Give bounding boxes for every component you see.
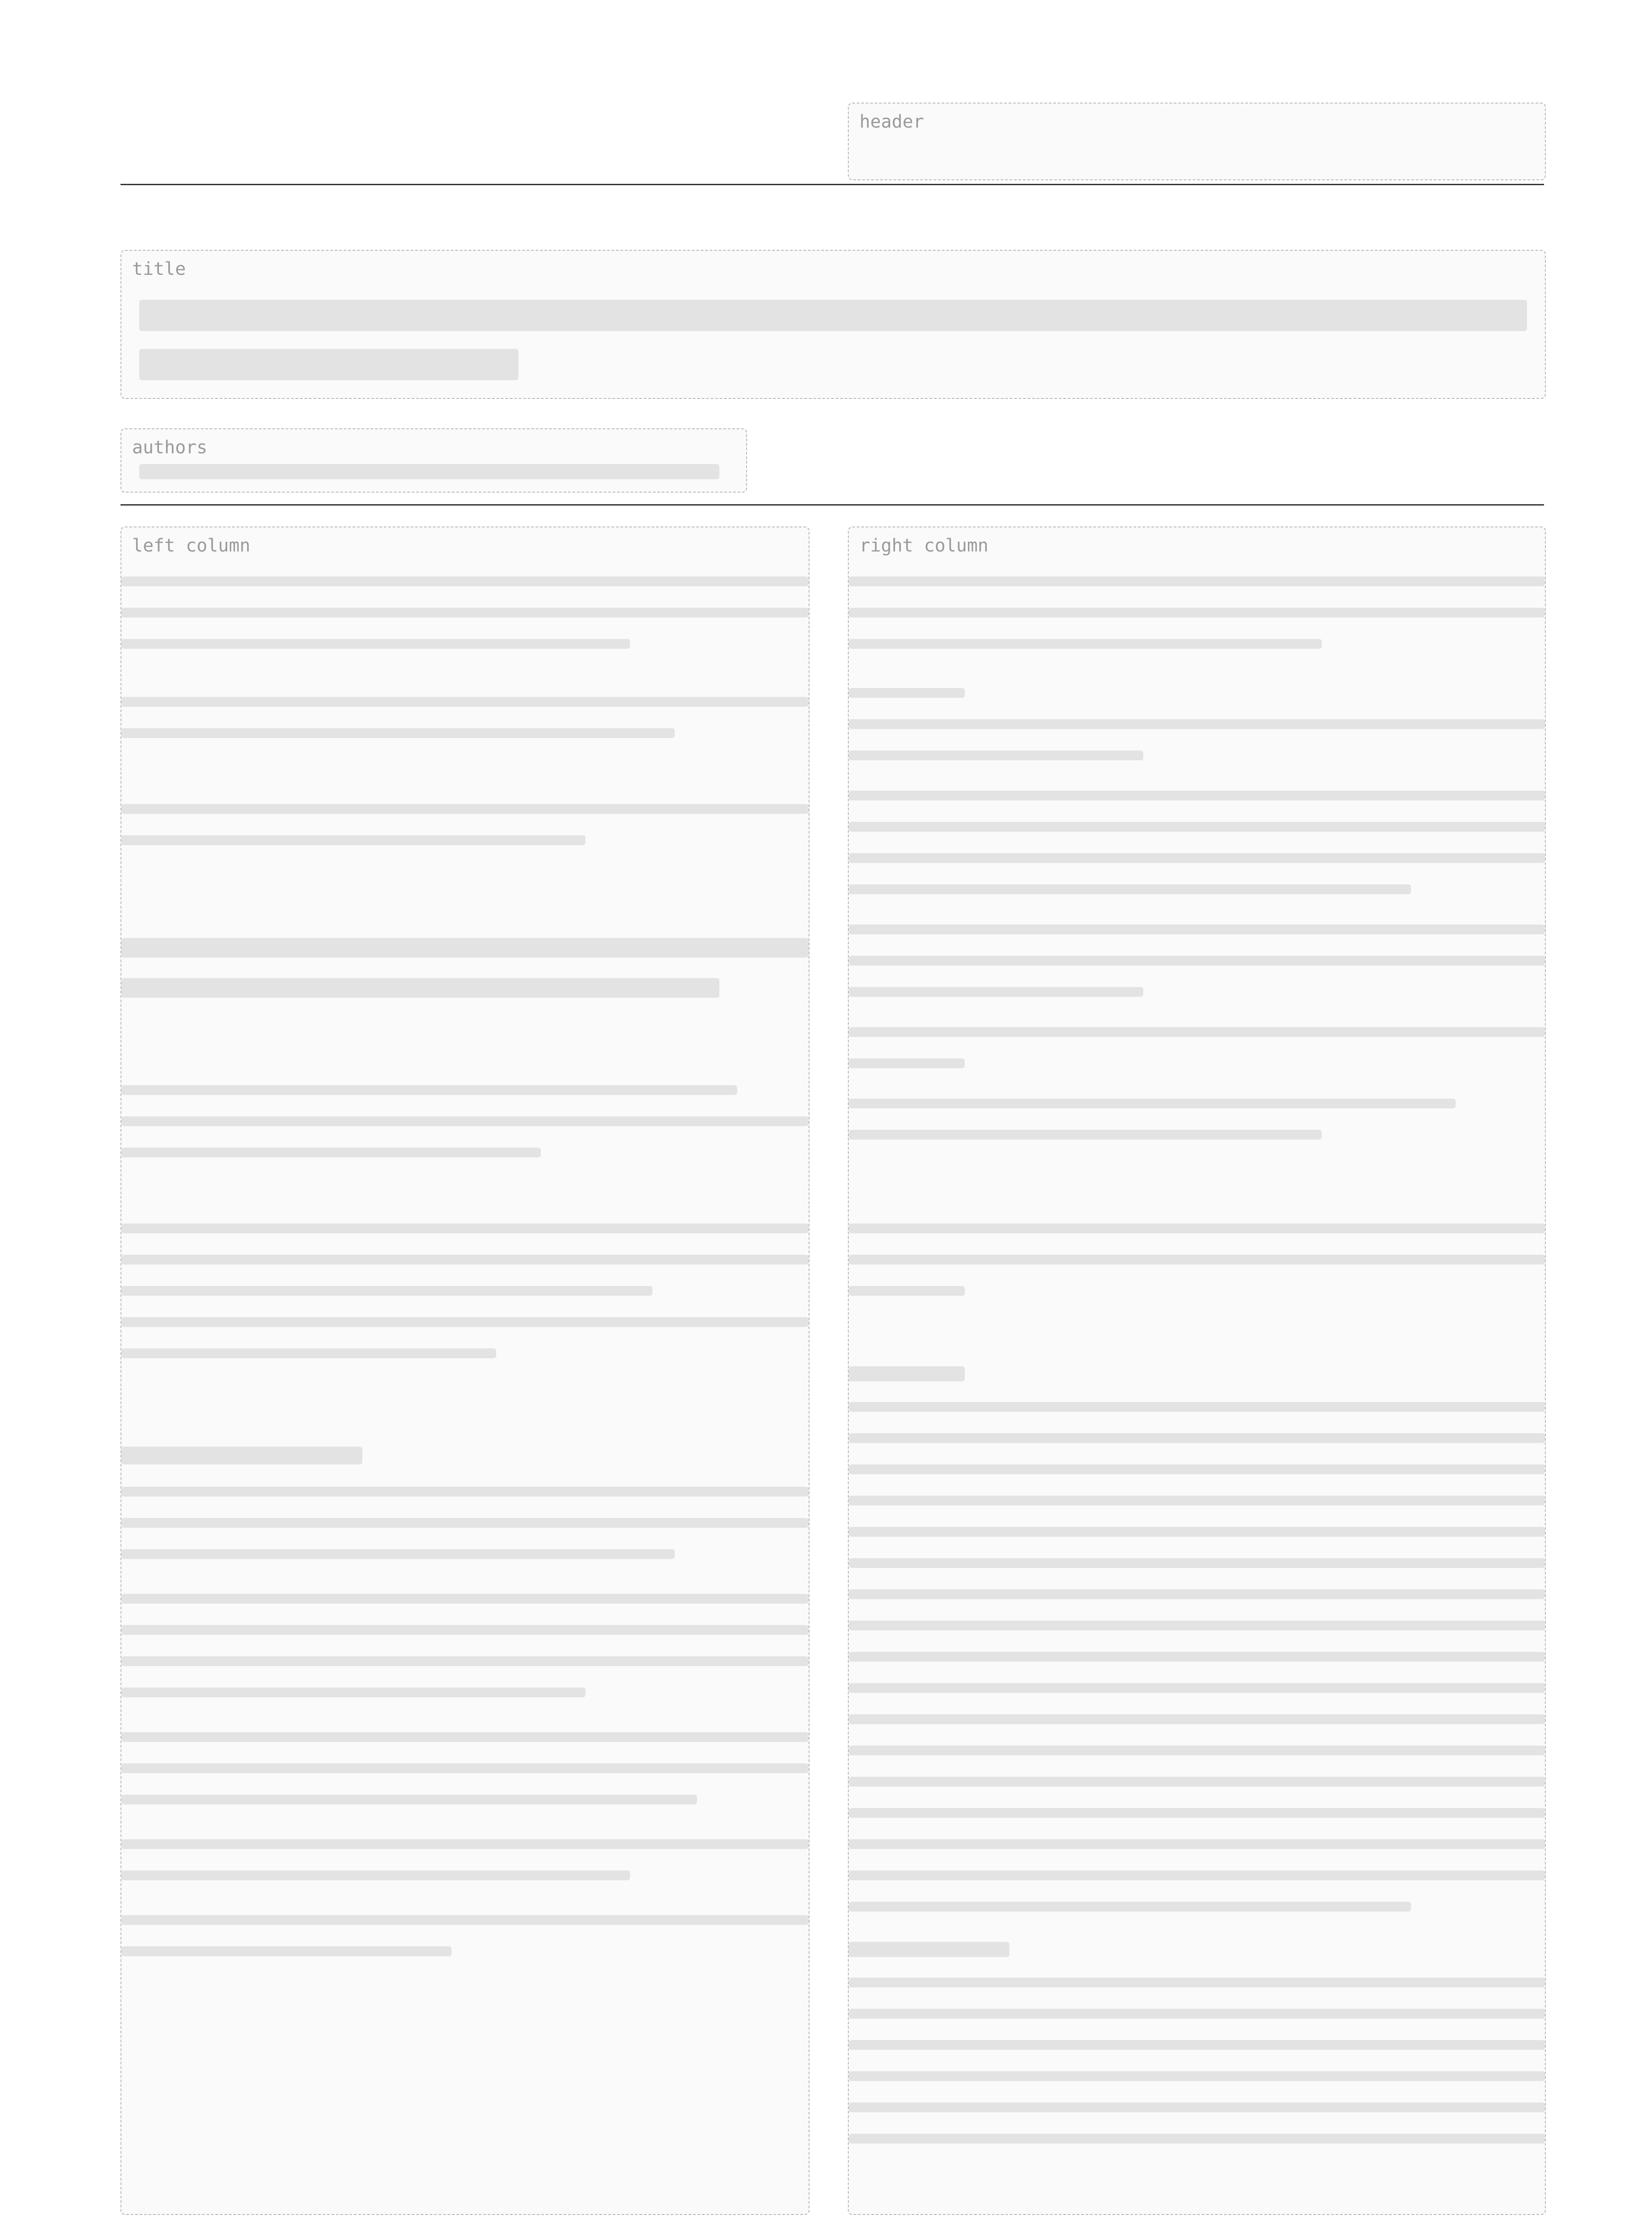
region-label: left column: [132, 535, 250, 556]
region-label: authors: [132, 437, 208, 458]
title-placeholder: [120, 250, 1546, 399]
region-label: header: [859, 112, 924, 132]
authors-rule: [120, 504, 1544, 506]
authors-placeholder: [120, 428, 747, 493]
region-label: right column: [859, 535, 988, 556]
running-header-placeholder: [848, 103, 1546, 180]
right-column-placeholder: [848, 527, 1546, 2215]
header-rule: [120, 184, 1544, 185]
region-label: title: [132, 259, 186, 279]
left-column-placeholder: [120, 527, 809, 2215]
